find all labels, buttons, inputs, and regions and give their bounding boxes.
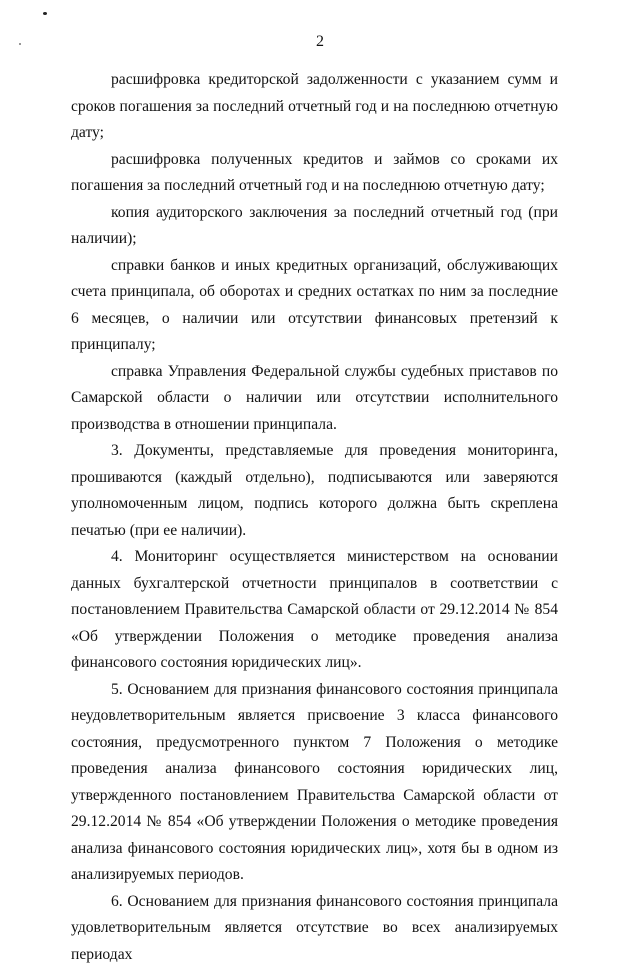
paragraph-item-3: 3. Документы, представляемые для проведения мониторинга, прошиваются (каждый отдельно), подписываются или заверяются уполномоченным лицом, подпись которого должна быть скреплена печатью (при ее наличии).	[71, 438, 558, 544]
paragraph-bank-certificates: справки банков и иных кредитных организаций, обслуживающих счета принципала, об оборотах и средних остатках по ним за последние 6 месяцев, о наличии или отсутствии финансовых претензий к принципалу;	[71, 253, 558, 359]
document-body	[71, 67, 558, 968]
paragraph-item-4: 4. Мониторинг осуществляется министерством на основании данных бухгалтерской отчетности принципалов в соответствии с постановлением Правительства Самарской области от 29.12.2014 № 854 «Об утверждении Положения о методике проведения анализа финансового состояния юридических лиц».	[71, 544, 558, 677]
paragraph-item-5: 5. Основанием для признания финансового состояния принципала неудовлетворительным является присвоение 3 класса финансового состояния, предусмотренного пунктом 7 Положения о методике проведения анализа финансового состояния юридических лиц, утвержденного постановлением Правительства Самарской области от 29.12.2014 № 854 «Об утверждении Положения о методике проведения анализа финансового состояния юридических лиц», хотя бы в одном из анализируемых периодов.	[71, 677, 558, 889]
paragraph-loans: расшифровка полученных кредитов и займов со сроками их погашения за последний отчетный год и на последнюю отчетную дату;	[71, 147, 558, 200]
paragraph-item-6: 6. Основанием для признания финансового состояния принципала удовлетворительным является отсутствие во всех анализируемых периодах	[71, 889, 558, 968]
paragraph-bailiff-certificate: справка Управления Федеральной службы судебных приставов по Самарской области о наличии или отсутствии исполнительного производства в отношении принципала.	[71, 359, 558, 439]
page-number: 2	[0, 33, 640, 51]
scan-speck	[43, 12, 47, 15]
paragraph-audit-copy: копия аудиторского заключения за последний отчетный год (при наличии);	[71, 200, 558, 253]
paragraph-creditor-debt: расшифровка кредиторской задолженности с указанием сумм и сроков погашения за последний отчетный год и на последнюю отчетную дату;	[71, 67, 558, 147]
